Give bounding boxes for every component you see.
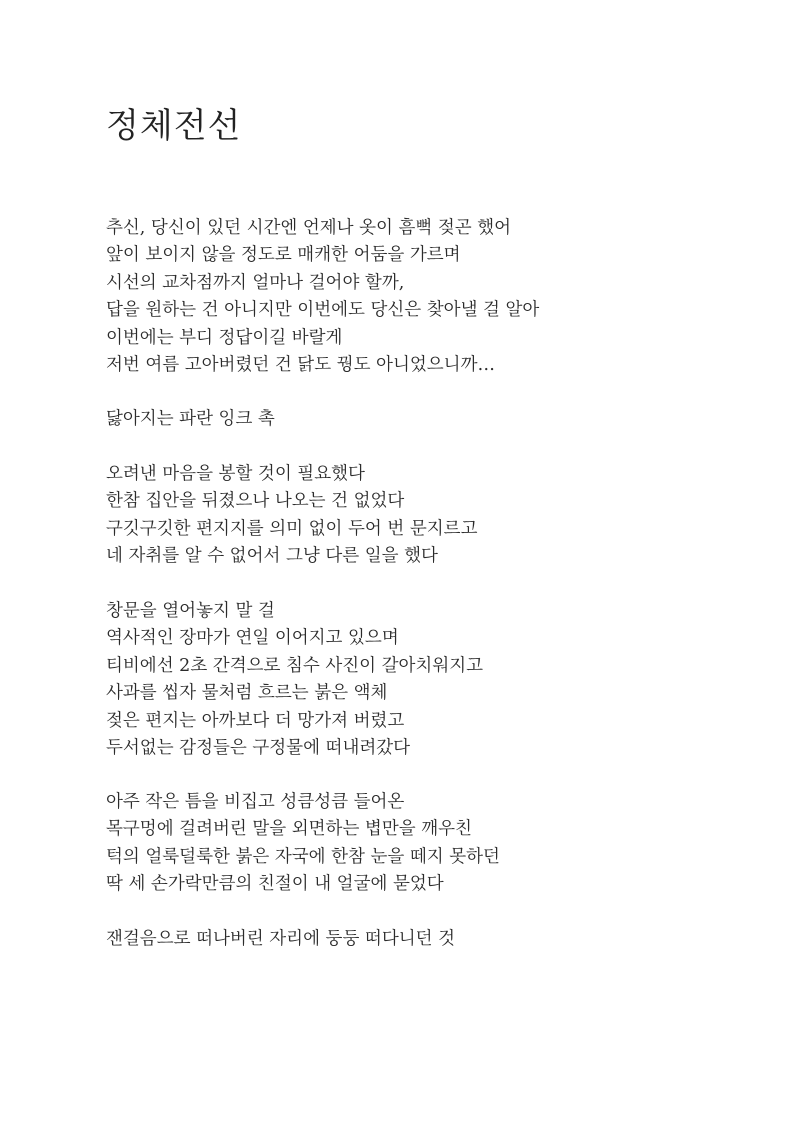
stanza-6 xyxy=(106,926,455,953)
stanza-1 xyxy=(106,215,539,379)
poem-line: 사과를 씹자 물처럼 흐르는 붉은 액체 xyxy=(106,683,388,704)
stanza-4 xyxy=(106,598,483,762)
poem-line: 창문을 열어놓지 말 걸 xyxy=(106,601,275,621)
poem-line: 구깃구깃한 편지지를 의미 없이 두어 번 문지르고 xyxy=(106,518,478,539)
poem-line: 앞이 보이지 않을 정도로 매캐한 어둠을 가르며 xyxy=(106,245,461,266)
stanza-3 xyxy=(106,461,477,571)
poem-line: 시선의 교차점까지 얼마나 걸어야 할까, xyxy=(106,272,405,293)
poem-line: 오려낸 마음을 봉할 것이 필요했다 xyxy=(106,464,365,484)
poem-line: 네 자취를 알 수 없어서 그냥 다른 일을 했다 xyxy=(106,546,438,567)
stanza-2 xyxy=(106,406,275,433)
poem-title: 정체전선 xyxy=(106,106,242,146)
poem-line: 이번에는 부디 정답이길 바랄게 xyxy=(106,327,343,348)
poem-line: 추신, 당신이 있던 시간엔 언제나 옷이 흠뻑 젖곤 했어 xyxy=(106,218,512,238)
poem-line: 닳아지는 파란 잉크 촉 xyxy=(106,409,275,429)
poem-line: 한참 집안을 뒤졌으나 나오는 건 없었다 xyxy=(106,491,405,512)
poem-line: 잰걸음으로 떠나버린 자리에 둥둥 떠다니던 것 xyxy=(106,929,456,949)
poem-line: 역사적인 장마가 연일 이어지고 있으며 xyxy=(106,628,399,649)
poem-line: 딱 세 손가락만큼의 친절이 내 얼굴에 묻었다 xyxy=(106,874,444,895)
stanza-5 xyxy=(106,789,500,899)
poem-line: 턱의 얼룩덜룩한 붉은 자국에 한참 눈을 떼지 못하던 xyxy=(106,846,500,867)
poem-line: 답을 원하는 건 아니지만 이번에도 당신은 찾아낼 걸 알아 xyxy=(106,300,540,321)
poem-line: 아주 작은 틈을 비집고 성큼성큼 들어온 xyxy=(106,792,405,812)
poem-line: 목구멍에 걸려버린 말을 외면하는 볍만을 깨우친 xyxy=(106,819,472,840)
poem-line: 젖은 편지는 아까보다 더 망가져 버렸고 xyxy=(106,710,405,731)
poem-line: 티비에선 2초 간격으로 침수 사진이 갈아치워지고 xyxy=(106,655,484,676)
poem-line: 저번 여름 고아버렸던 건 닭도 꿩도 아니었으니까… xyxy=(106,355,495,376)
poem-line: 두서없는 감정들은 구정물에 떠내려갔다 xyxy=(106,738,411,759)
